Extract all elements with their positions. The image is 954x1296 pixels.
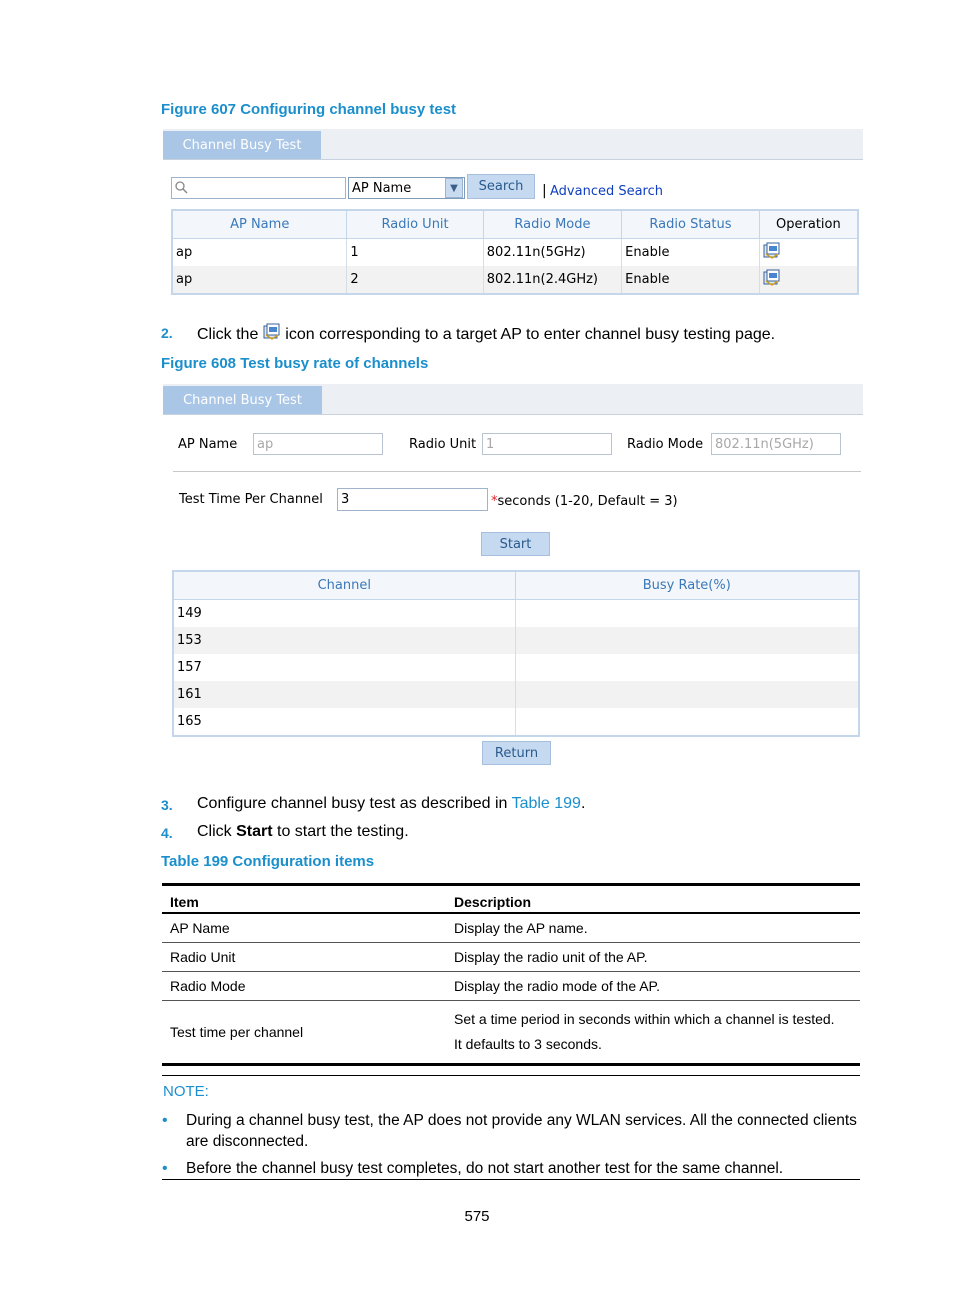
- cell-busy-rate: [515, 654, 859, 681]
- cell-operation: [759, 239, 858, 267]
- test-time-hint: [491, 494, 678, 509]
- cell-description: Display the AP name.: [446, 913, 860, 943]
- ap-table-header: [172, 210, 858, 239]
- start-button[interactable]: Start: [481, 532, 550, 556]
- channel-test-icon: [263, 323, 281, 341]
- cell-radio-status: Enable: [622, 266, 760, 294]
- step-4: [161, 823, 861, 843]
- tab-channel-busy-test[interactable]: Channel Busy Test: [163, 131, 321, 159]
- channel-table: [172, 570, 860, 737]
- cell-radio-status: Enable: [622, 239, 760, 267]
- radio-mode-field: 802.11n(5GHz): [711, 433, 841, 455]
- cell-channel: 153: [173, 627, 515, 654]
- test-time-hint-text: seconds (1-20, Default = 3): [497, 494, 678, 509]
- step-number: 2.: [161, 325, 173, 341]
- bullet-icon: •: [162, 1112, 168, 1129]
- step-number: 3.: [161, 797, 173, 813]
- cell-description: Display the radio unit of the AP.: [446, 943, 860, 972]
- cell-description: [446, 1001, 860, 1065]
- bullet-icon: •: [162, 1160, 168, 1177]
- col-ap-name[interactable]: AP Name: [172, 210, 347, 239]
- col-description: Description: [446, 886, 860, 913]
- step-text: Click the: [197, 326, 259, 343]
- cell-item: Test time per channel: [162, 1001, 446, 1065]
- search-field-select[interactable]: [348, 177, 465, 199]
- ap-table: [171, 209, 859, 295]
- ap-name-field: ap: [253, 433, 383, 455]
- cell-channel: 161: [173, 681, 515, 708]
- divider: [173, 471, 861, 472]
- test-time-input[interactable]: 3: [337, 488, 488, 511]
- col-radio-status[interactable]: Radio Status: [622, 210, 760, 239]
- cell-operation: [759, 266, 858, 294]
- note-item-text: Before the channel busy test completes, do not start another test for the same channel.: [186, 1160, 784, 1177]
- radio-unit-field: 1: [482, 433, 612, 455]
- config-table-header: [162, 886, 860, 913]
- table-row: [173, 708, 859, 736]
- radio-mode-label: Radio Mode: [627, 437, 704, 452]
- tab-channel-busy-test[interactable]: Channel Busy Test: [163, 386, 322, 414]
- note-item: [162, 1110, 860, 1152]
- return-button[interactable]: Return: [482, 741, 551, 765]
- cell-busy-rate: [515, 600, 859, 628]
- figure-607-caption: Figure 607 Configuring channel busy test: [161, 101, 457, 118]
- channel-test-icon[interactable]: [763, 242, 781, 260]
- channel-test-icon[interactable]: [763, 269, 781, 287]
- step-text: icon corresponding to a target AP to enter channel busy testing page.: [285, 326, 776, 343]
- note-bottom-rule: [162, 1179, 860, 1180]
- separator: |: [542, 183, 547, 199]
- col-operation: Operation: [759, 210, 858, 239]
- radio-unit-label: Radio Unit: [409, 437, 477, 452]
- step-bold-text: Start: [236, 823, 273, 840]
- config-items-table: [162, 886, 860, 1066]
- search-input[interactable]: [171, 177, 346, 199]
- search-field-select-value: AP Name: [352, 180, 412, 196]
- col-channel[interactable]: Channel: [173, 571, 515, 600]
- note-top-rule: [162, 1075, 860, 1076]
- note-item: [162, 1158, 860, 1179]
- chevron-down-icon: ▼: [445, 178, 463, 198]
- cell-radio-mode: 802.11n(2.4GHz): [483, 266, 621, 294]
- cell-description: Display the radio mode of the AP.: [446, 972, 860, 1001]
- step-text-end: to start the testing.: [272, 823, 409, 840]
- cell-item: AP Name: [162, 913, 446, 943]
- cell-radio-unit: 1: [347, 239, 483, 267]
- search-button[interactable]: Search: [467, 174, 535, 199]
- cell-busy-rate: [515, 708, 859, 736]
- table-row: [162, 913, 860, 943]
- cell-channel: 165: [173, 708, 515, 736]
- cell-channel: 157: [173, 654, 515, 681]
- step-number: 4.: [161, 825, 173, 841]
- cell-item: Radio Mode: [162, 972, 446, 1001]
- col-busy-rate[interactable]: Busy Rate(%): [515, 571, 859, 600]
- search-icon: [175, 181, 189, 195]
- test-time-label: Test Time Per Channel: [179, 492, 323, 507]
- table-row: [172, 239, 858, 267]
- step-text: Click: [197, 823, 237, 840]
- table-row: [162, 972, 860, 1001]
- table-row: [173, 681, 859, 708]
- channel-table-header: [173, 571, 859, 600]
- cell-radio-unit: 2: [347, 266, 483, 294]
- cell-item: Radio Unit: [162, 943, 446, 972]
- description-line: Set a time period in seconds within which a channel is tested.: [454, 1011, 835, 1027]
- col-radio-mode[interactable]: Radio Mode: [483, 210, 621, 239]
- table-row: [162, 943, 860, 972]
- note-title: NOTE:: [163, 1083, 209, 1100]
- table-row: [172, 266, 858, 294]
- step-3: [161, 795, 861, 815]
- col-radio-unit[interactable]: Radio Unit: [347, 210, 483, 239]
- col-item: Item: [162, 886, 446, 913]
- step-text: Configure channel busy test as described in: [197, 795, 512, 812]
- step-text-end: .: [580, 795, 586, 812]
- page-number: 575: [464, 1208, 490, 1225]
- required-marker: *: [491, 494, 498, 509]
- table-row: [173, 627, 859, 654]
- note-item-text: During a channel busy test, the AP does not provide any WLAN services. All the connected clients are disconnected.: [186, 1112, 857, 1150]
- cell-busy-rate: [515, 681, 859, 708]
- cell-radio-mode: 802.11n(5GHz): [483, 239, 621, 267]
- description-line: It defaults to 3 seconds.: [454, 1036, 602, 1052]
- figure-608-caption: Figure 608 Test busy rate of channels: [161, 355, 429, 372]
- table-199-caption: Table 199 Configuration items: [161, 853, 375, 870]
- table-row: [173, 600, 859, 628]
- table-row: [173, 654, 859, 681]
- table-row: [162, 1001, 860, 1065]
- table-199-link[interactable]: Table 199: [511, 795, 581, 812]
- advanced-search-link[interactable]: Advanced Search: [550, 184, 664, 199]
- cell-channel: 149: [173, 600, 515, 628]
- cell-ap-name: ap: [172, 239, 347, 267]
- cell-busy-rate: [515, 627, 859, 654]
- ap-name-label: AP Name: [178, 437, 238, 452]
- cell-ap-name: ap: [172, 266, 347, 294]
